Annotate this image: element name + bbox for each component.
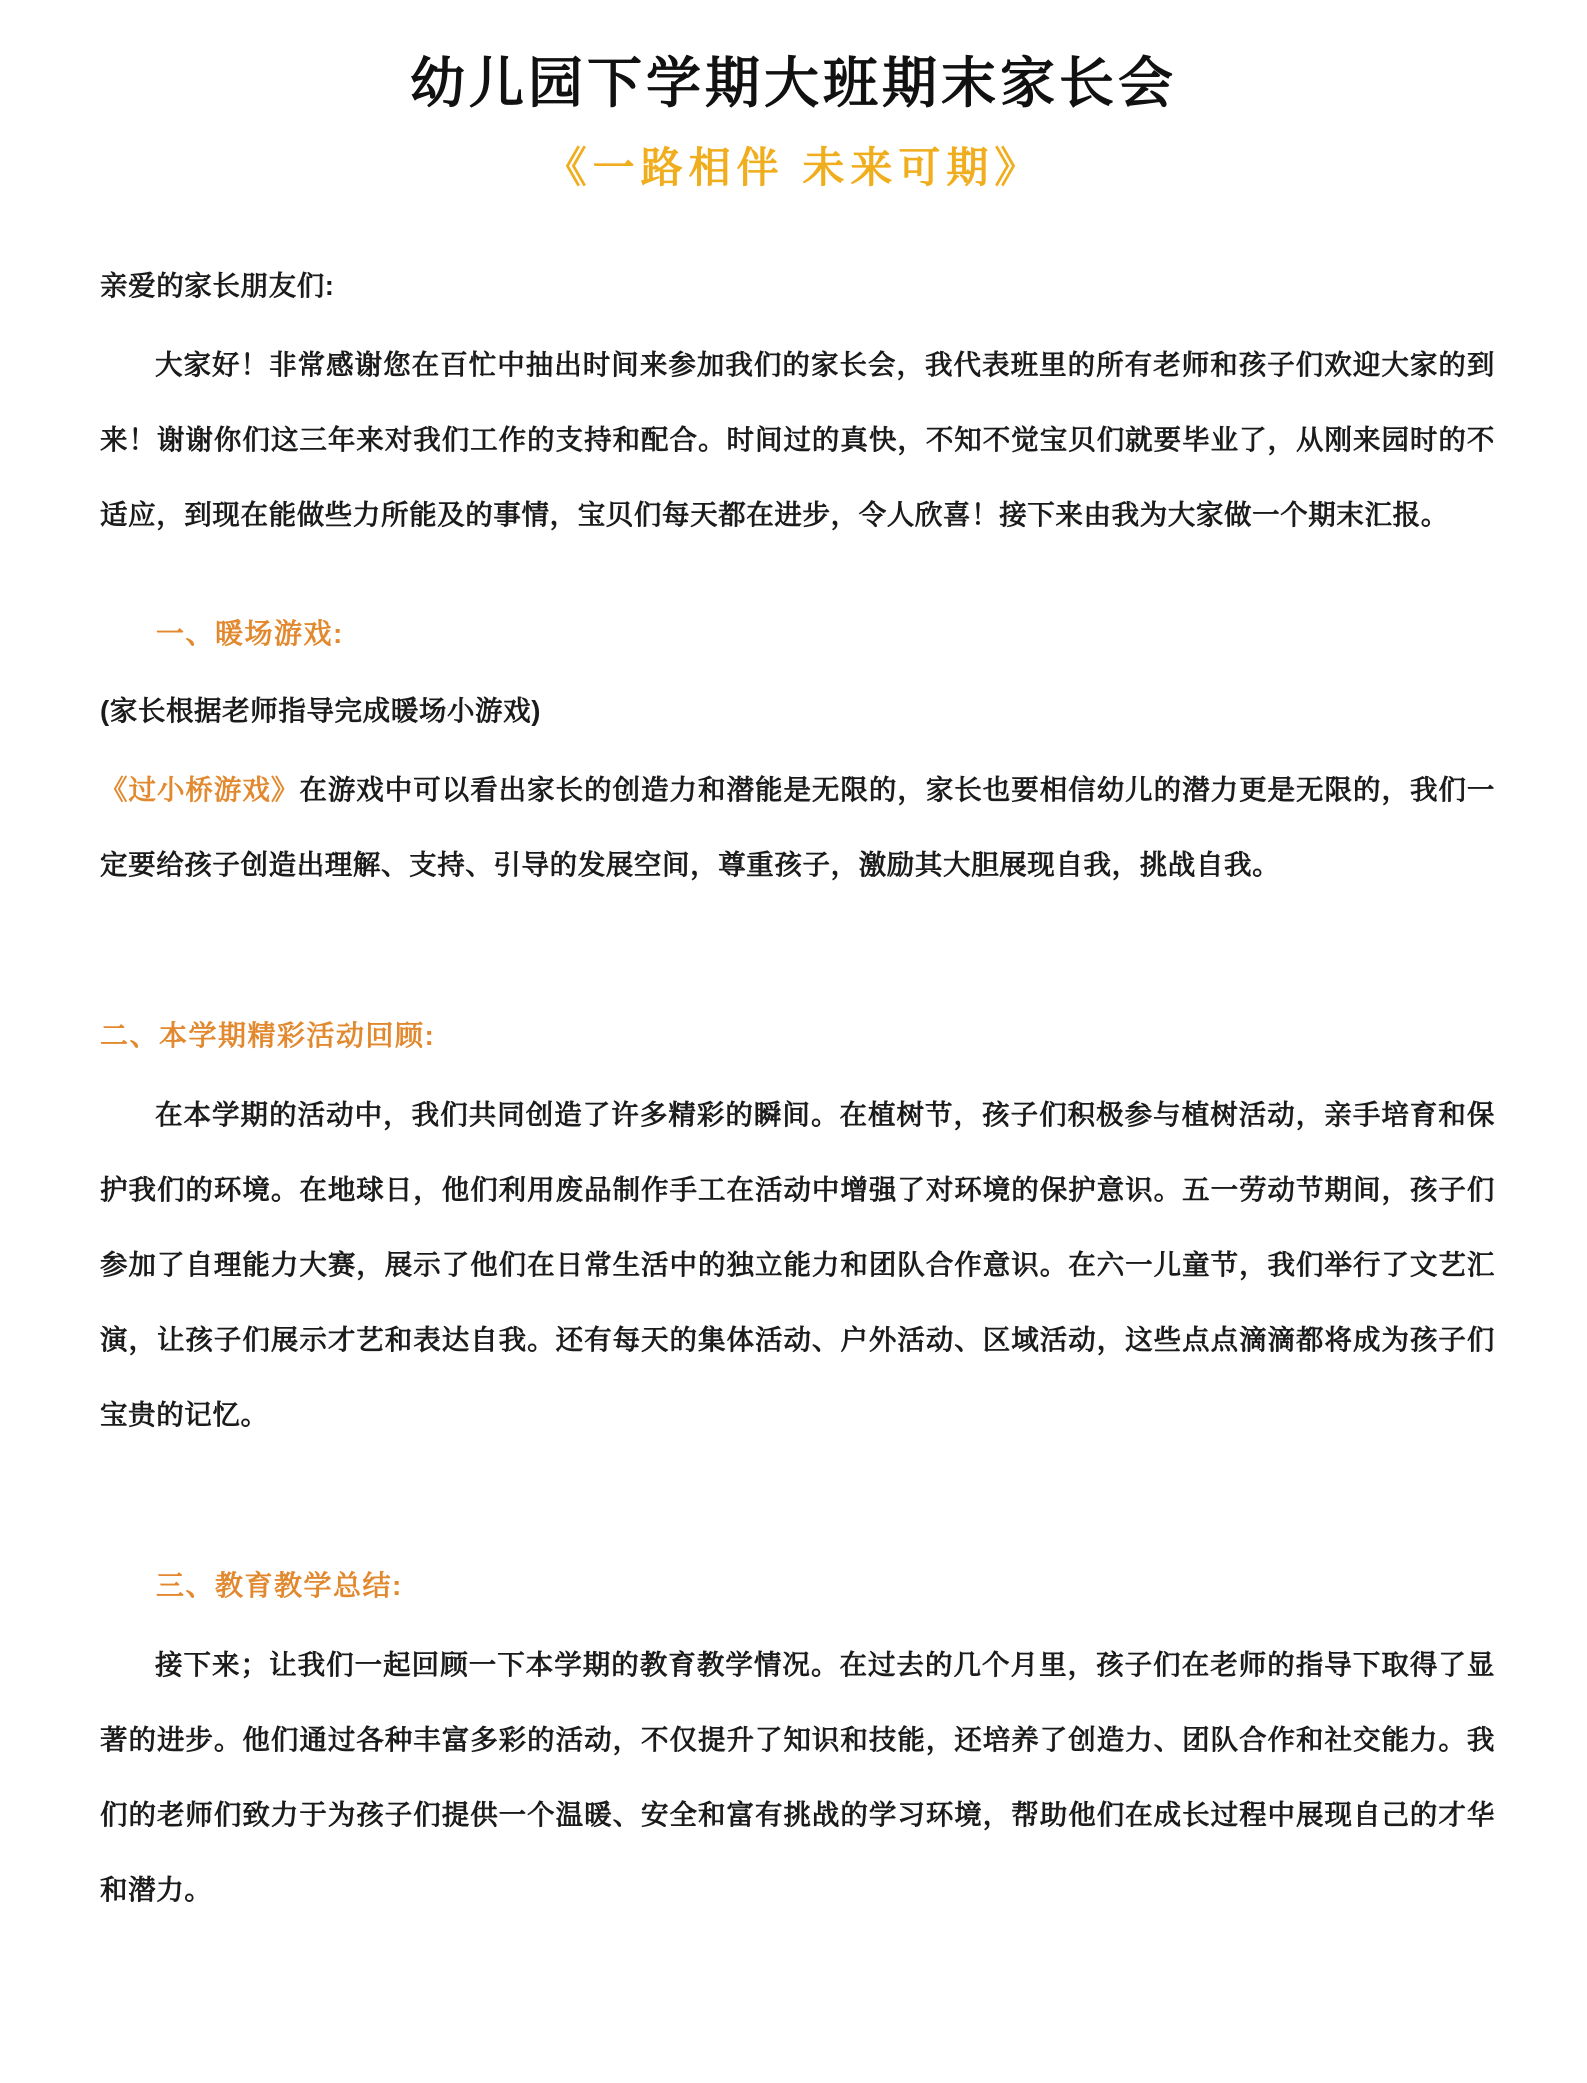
game-title-highlight: 《过小桥游戏》	[100, 773, 300, 805]
section-one-body-text: 在游戏中可以看出家长的创造力和潜能是无限的，家长也要相信幼儿的潜力更是无限的，我们一定要给孩子创造出理解、支持、引导的发展空间，尊重孩子，激励其大胆展现自我，挑战自我。	[100, 773, 1495, 880]
section-two-heading: 二、本学期精彩活动回顾:	[100, 1019, 436, 1051]
section-three-body: 接下来；让我们一起回顾一下本学期的教育教学情况。在过去的几个月里，孩子们在老师的指导下取得了显著的进步。他们通过各种丰富多彩的活动，不仅提升了知识和技能，还培养了创造力、团队合作和社交能力。我们的老师们致力于为孩子们提供一个温暖、安全和富有挑战的学习环境，帮助他们在成长过程中展现自己的才华和潜力。	[100, 1648, 1495, 1905]
section-two-body: 在本学期的活动中，我们共同创造了许多精彩的瞬间。在植树节，孩子们积极参与植树活动，亲手培育和保护我们的环境。在地球日，他们利用废品制作手工在活动中增强了对环境的保护意识。五一劳动节期间，孩子们参加了自理能力大赛，展示了他们在日常生活中的独立能力和团队合作意识。在六一儿童节，我们举行了文艺汇演，让孩子们展示才艺和表达自我。还有每天的集体活动、户外活动、区域活动，这些点点滴滴都将成为孩子们宝贵的记忆。	[100, 1098, 1495, 1430]
section-three-heading: 三、教育教学总结:	[156, 1569, 403, 1601]
opening-paragraph: 大家好！非常感谢您在百忙中抽出时间来参加我们的家长会，我代表班里的所有老师和孩子们欢迎大家的到来！谢谢你们这三年来对我们工作的支持和配合。时间过的真快，不知不觉宝贝们就要毕业了，从刚来园时的不适应，到现在能做些力所能及的事情，宝贝们每天都在进步，令人欣喜！接下来由我为大家做一个期末汇报。	[100, 348, 1495, 530]
section-spacer-one	[100, 902, 1495, 998]
document-body	[0, 248, 1587, 1927]
section-one-heading: 一、暖场游戏:	[156, 617, 344, 649]
page-title: 幼儿园下学期大班期末家长会	[409, 52, 1177, 114]
section-spacer-two	[100, 1452, 1495, 1548]
section-one	[100, 596, 1495, 902]
section-one-body	[100, 752, 1495, 902]
page-subtitle: 《一路相伴 未来可期》	[544, 144, 1043, 192]
section-three	[100, 1548, 1495, 1927]
salutation: 亲爱的家长朋友们:	[100, 269, 335, 301]
section-two	[100, 998, 1495, 1452]
section-one-note: (家长根据老师指导完成暖场小游戏)	[100, 694, 542, 726]
